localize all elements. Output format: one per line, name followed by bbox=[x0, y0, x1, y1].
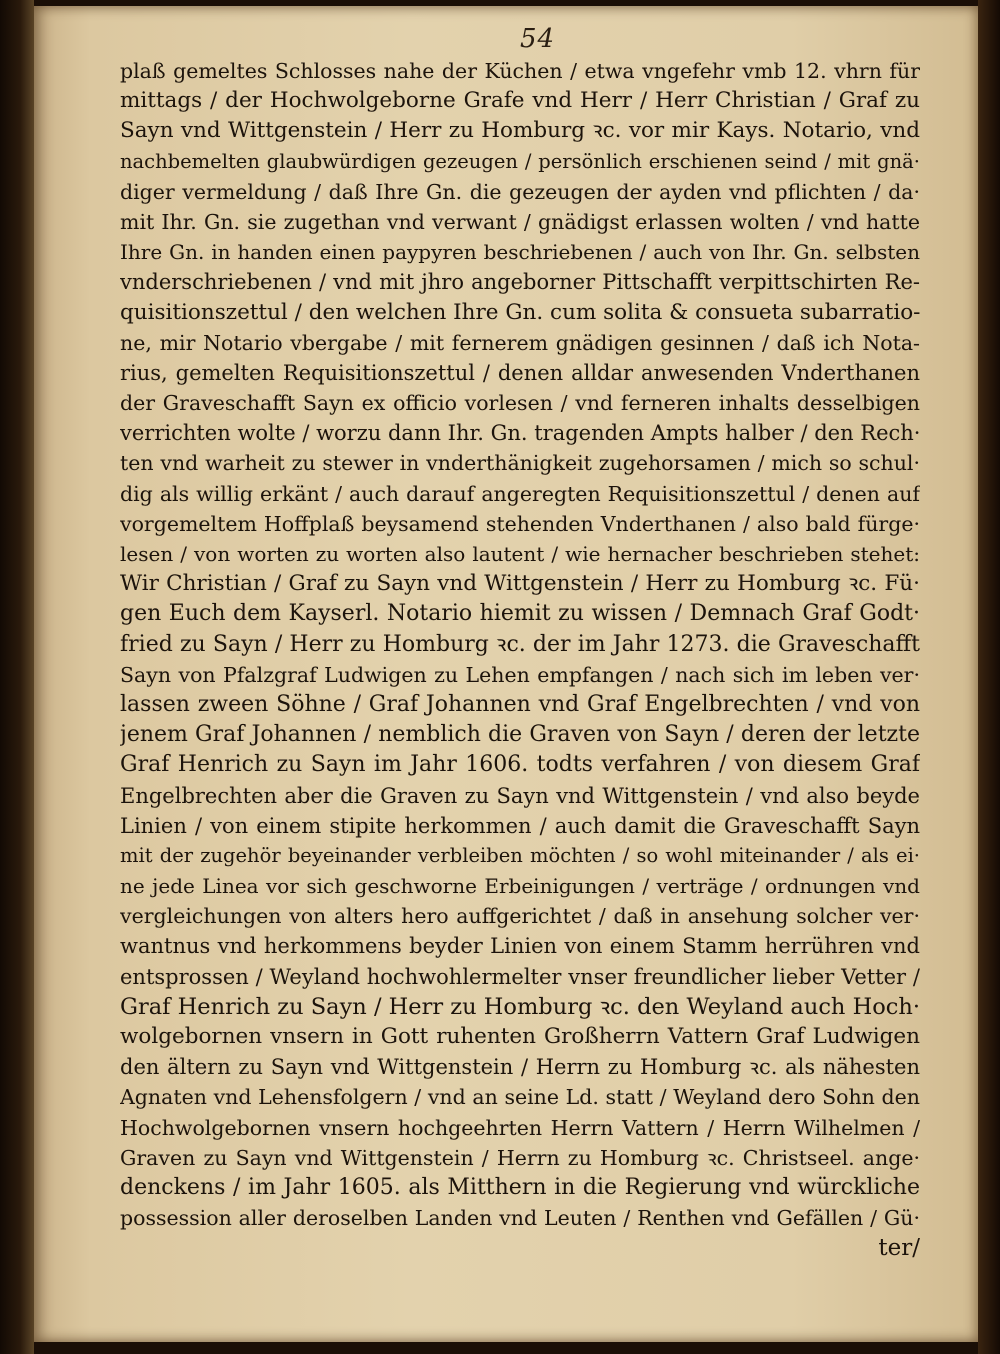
book-spine-shadow bbox=[0, 0, 34, 1354]
text-line: vergleichungen von alters hero auffgerichtet / daß in ansehung solcher ver· bbox=[120, 904, 920, 929]
page-number: 54 bbox=[520, 24, 556, 54]
text-line: quisitionszettul / den welchen Ihre Gn. cum solita & consueta subarratio- bbox=[120, 299, 920, 325]
text-line: Sayn vnd Wittgenstein / Herr zu Homburg ꝛc. vor mir Kays. Notario, vnd bbox=[120, 118, 920, 144]
text-line: jenem Graf Johannen / nemblich die Graven von Sayn / deren der letzte bbox=[120, 722, 920, 748]
text-line: possession aller deroselben Landen vnd Leuten / Renthen vnd Gefällen / Gü· bbox=[120, 1206, 920, 1231]
text-line: nachbemelten glaubwürdigen gezeugen / persönlich erschienen seind / mit gnä· bbox=[120, 149, 920, 173]
text-line: Agnaten vnd Lehensfolgern / vnd an seine Ld. statt / Weyland dero Sohn den bbox=[120, 1085, 920, 1110]
text-line: Graf Henrich zu Sayn / Herr zu Homburg ꝛc. den Weyland auch Hoch· bbox=[120, 993, 920, 1020]
text-line: Sayn von Pfalzgraf Ludwigen zu Lehen empfangen / nach sich im leben ver· bbox=[120, 662, 920, 687]
text-line: Hochwolgebornen vnsern hochgeehrten Herrn Vattern / Herrn Wilhelmen / bbox=[120, 1115, 920, 1140]
text-line: dig als willig erkänt / auch darauf angeregten Requisitionszettul / denen auf bbox=[120, 481, 920, 506]
text-line: rius, gemelten Requisitionszettul / denen alldar anwesenden Vnderthanen bbox=[120, 360, 920, 385]
text-line: wantnus vnd herkommens beyder Linien von einem Stamm herrühren vnd bbox=[120, 934, 920, 959]
text-line: mit der zugehör beyeinander verbleiben möchten / so wohl miteinander / als ei· bbox=[120, 843, 920, 867]
text-line: mittags / der Hochwolgeborne Grafe vnd Herr / Herr Christian / Graf zu bbox=[120, 88, 920, 114]
text-line: plaß gemeltes Schlosses nahe der Küchen / etwa vngefehr vmb 12. vhrn für bbox=[120, 59, 920, 83]
text-line: lesen / von worten zu worten also lautent / wie hernacher beschrieben stehet: bbox=[120, 542, 920, 566]
text-line: Graven zu Sayn vnd Wittgenstein / Herrn zu Homburg ꝛc. Christseel. ange· bbox=[120, 1145, 920, 1170]
text-line: lassen zween Söhne / Graf Johannen vnd Graf Engelbrechten / vnd von bbox=[120, 691, 920, 717]
text-line: mit Ihr. Gn. sie zugethan vnd verwant / gnädigst erlassen wolten / vnd hatte bbox=[120, 209, 920, 234]
text-line: vorgemeltem Hoffplaß beysamend stehenden Vnderthanen / also bald fürge· bbox=[120, 511, 920, 536]
page-edge-shadow bbox=[978, 0, 1000, 1354]
text-line: gen Euch dem Kayserl. Notario hiemit zu wissen / Demnach Graf Godt· bbox=[120, 601, 920, 627]
text-line: den ältern zu Sayn vnd Wittgenstein / Herrn zu Homburg ꝛc. als nähesten bbox=[120, 1055, 920, 1080]
catchword: ter/ bbox=[878, 1235, 920, 1262]
text-line: ten vnd warheit zu stewer in vnderthänigkeit zugehorsamen / mich so schul· bbox=[120, 451, 920, 476]
text-line: verrichten wolte / worzu dann Ihr. Gn. tragenden Ampts halber / den Rech· bbox=[120, 421, 920, 446]
text-line: der Graveschafft Sayn ex officio vorlesen / vnd ferneren inhalts desselbigen bbox=[120, 391, 920, 416]
text-line: ne, mir Notario vbergabe / mit fernerem gnädigen gesinnen / daß ich Nota- bbox=[120, 330, 920, 355]
text-line: diger vermeldung / daß Ihre Gn. die gezeugen der ayden vnd pflichten / da· bbox=[120, 179, 920, 204]
text-line: fried zu Sayn / Herr zu Homburg ꝛc. der im Jahr 1273. die Graveschafft bbox=[120, 631, 920, 657]
text-line: Ihre Gn. in handen einen paypyren beschriebenen / auch von Ihr. Gn. selbsten bbox=[120, 240, 920, 265]
page-text-block bbox=[120, 56, 920, 1264]
text-line: denckens / im Jahr 1605. als Mitthern in die Regierung vnd würckliche bbox=[120, 1174, 920, 1200]
text-line: Graf Henrich zu Sayn im Jahr 1606. todts verfahren / von diesem Graf bbox=[120, 752, 920, 778]
text-line: wolgebornen vnsern in Gott ruhenten Großherrn Vattern Graf Ludwigen bbox=[120, 1024, 920, 1049]
text-line: Engelbrechten aber die Graven zu Sayn vnd Wittgenstein / vnd also beyde bbox=[120, 783, 920, 808]
text-line: ne jede Linea vor sich geschworne Erbeinigungen / verträge / ordnungen vnd bbox=[120, 874, 920, 899]
text-line: entsprossen / Weyland hochwohlermelter vnser freundlicher lieber Vetter / bbox=[120, 964, 920, 989]
text-line: Linien / von einem stipite herkommen / auch damit die Graveschafft Sayn bbox=[120, 813, 920, 838]
text-line: vnderschriebenen / vnd mit jhro angeborner Pittschafft verpittschirten Re- bbox=[120, 270, 920, 295]
text-line: Wir Christian / Graf zu Sayn vnd Wittgenstein / Herr zu Homburg ꝛc. Fü· bbox=[120, 571, 920, 597]
